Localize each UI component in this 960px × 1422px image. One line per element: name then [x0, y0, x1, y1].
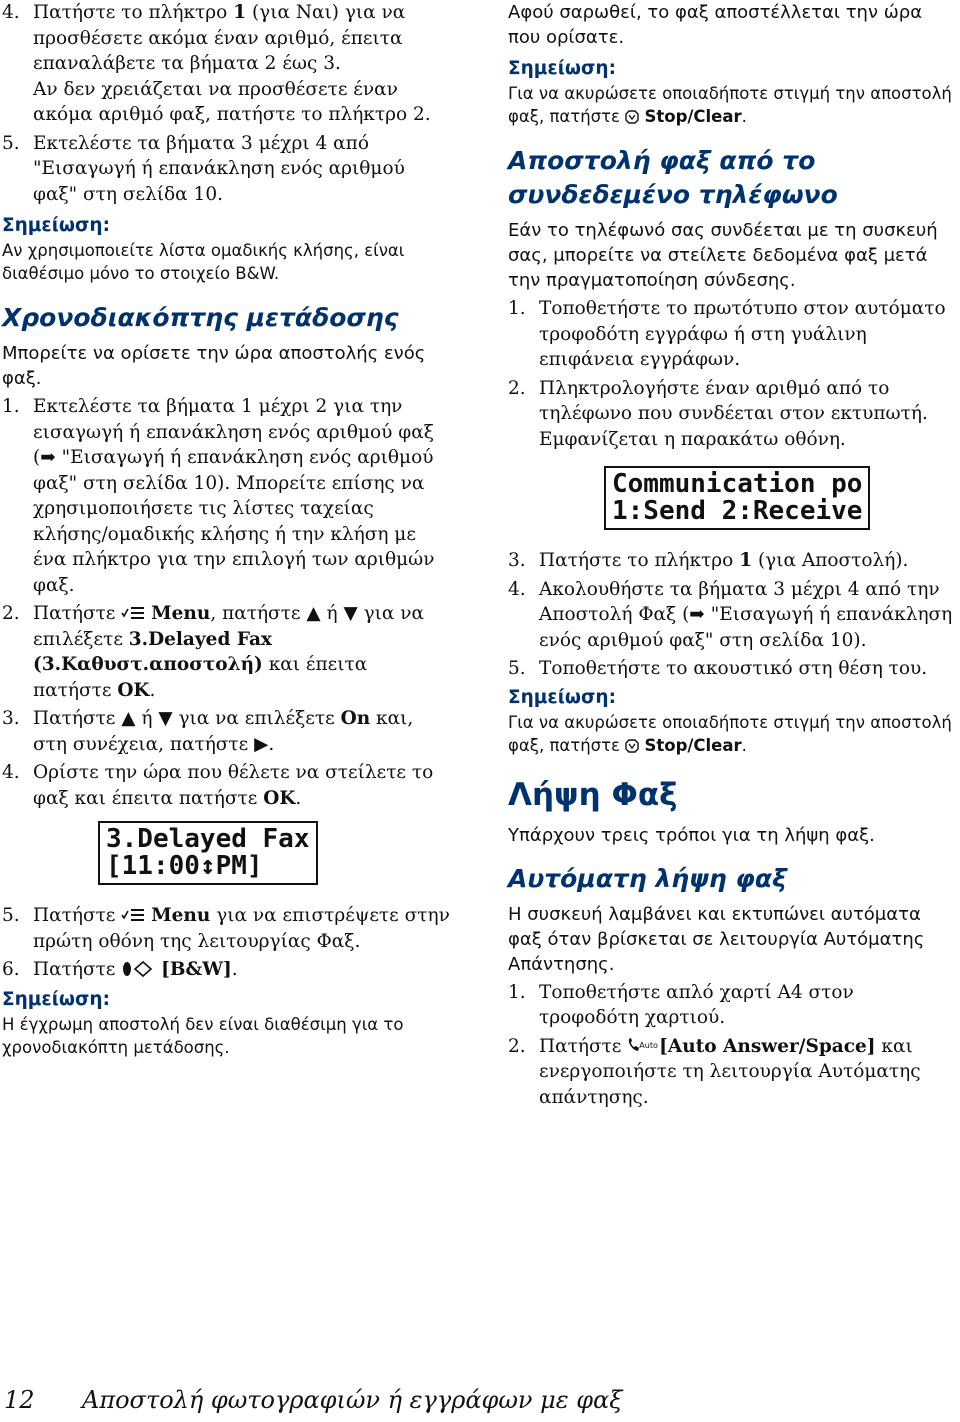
section-heading-transmission-timer: Χρονοδιακόπτης μετάδοσης	[2, 303, 399, 332]
timer-step-6: 6. Πατήστε [B&W].	[2, 959, 238, 980]
stop-icon	[625, 110, 639, 124]
left-column	[2, 0, 450, 1059]
section-intro: Η συσκευή λαμβάνει και εκτυπώνει αυτόματα φαξ όταν βρίσκεται σε λειτουργία Αυτόματης Απάντησης.	[508, 903, 925, 975]
down-arrow-icon: ▼	[158, 708, 173, 729]
auto-answer-icon: Auto	[627, 1036, 653, 1054]
note-heading: Σημείωση:	[508, 686, 616, 708]
lcd-delayed-fax	[98, 821, 450, 885]
receive-step-1: 1. Τοποθετήστε απλό χαρτί A4 στον τροφοδότη χαρτιού.	[508, 981, 854, 1028]
note-text: Για να ακυρώσετε οποιαδήποτε στιγμή την αποστολή φαξ, πατήστε Stop/Clear.	[508, 712, 952, 755]
note-text: Η έγχρωμη αποστολή δεν είναι διαθέσιμη για το χρονοδιακόπτη μετάδοσης.	[2, 1014, 404, 1057]
step-4: 4. Πατήστε το πλήκτρο 1 (για Ναι) για να προσθέσετε ακόμα έναν αριθμό, έπειτα επαναλάβετε τα βήματα 2 έως 3. Αν δεν χρειάζεται να προσθέσετε έναν ακόμα αριθμό φαξ, πατήστε το πλήκτρο 2.	[2, 2, 431, 125]
page-number: 12	[4, 1386, 35, 1414]
note-text: Για να ακυρώσετε οποιαδήποτε στιγμή την αποστολή φαξ, πατήστε Stop/Clear.	[508, 84, 952, 126]
right-column	[508, 0, 954, 1110]
section-intro: Εάν το τηλέφωνό σας συνδέεται με τη συσκευή σας, μπορείτε να στείλετε δεδομένα φαξ μετά την πραγματοποίηση σύνδεσης.	[508, 220, 938, 291]
note-heading: Σημείωση:	[2, 988, 110, 1010]
step-5: 5. Εκτελέστε τα βήματα 3 μέχρι 4 από "Εισαγωγή ή επανάκληση ενός αριθμού φαξ" στη σελίδα 10.	[2, 132, 405, 205]
section-heading-send-from-phone: Αποστολή φαξ από το συνδεδεμένο τηλέφωνο	[508, 146, 838, 209]
note-cancel-1	[508, 56, 954, 128]
lcd-communication	[604, 466, 954, 530]
up-arrow-icon: ▲	[121, 708, 136, 729]
phone-step-3: 3. Πατήστε το πλήκτρο 1 (για Αποστολή).	[508, 550, 909, 571]
phone-step-5: 5. Τοποθετήστε το ακουστικό στη θέση του.	[508, 658, 928, 679]
receive-step-2: 2. Πατήστε Auto [Auto Answer/Space] και ενεργοποιήστε τη λειτουργία Αυτόματης απάντησης.	[508, 1035, 921, 1108]
chapter-intro: Υπάρχουν τρεις τρόποι για τη λήψη φαξ.	[508, 824, 875, 846]
phone-step-1: 1. Τοποθετήστε το πρωτότυπο στον αυτόματο τροφοδότη εγγράφω ή στη γυάλινη επιφάνεια εγγράφων.	[508, 298, 946, 370]
menu-icon	[121, 605, 145, 621]
section-intro: Μπορείτε να ορίσετε την ώρα αποστολής ενός φαξ.	[2, 343, 426, 389]
footer-title: Αποστολή φωτογραφιών ή εγγράφων με φαξ	[82, 1386, 623, 1414]
arrow-right-icon: ➡	[689, 604, 705, 625]
note-cancel-2	[508, 685, 954, 757]
lcd-screen: Communication po 1:Send 2:Receive	[604, 466, 870, 530]
note-color-unavailable	[2, 987, 450, 1059]
phone-step-4: 4. Ακολουθήστε τα βήματα 3 μέχρι 4 από την Αποστολή Φαξ (➡ "Εισαγωγή ή επανάκληση ενός αριθμού φαξ" στη σελίδα 10).	[508, 578, 953, 651]
note-heading: Σημείωση:	[508, 58, 616, 79]
stop-icon	[625, 739, 639, 753]
section-heading-auto-receive: Αυτόματη λήψη φαξ	[508, 863, 787, 893]
right-arrow-icon: ▶	[254, 733, 269, 755]
note-text: Αν χρησιμοποιείτε λίστα ομαδικής κλήσης, είναι διαθέσιμο μόνο το στοιχείο B&W.	[2, 241, 405, 283]
scan-intro: Αφού σαρωθεί, το φαξ αποστέλλεται την ώρα που ορίσατε.	[508, 2, 923, 48]
lcd-screen: 3.Delayed Fax [11:00↕PM]	[98, 821, 318, 885]
up-arrow-icon: ▲	[306, 603, 321, 624]
phone-step-2: 2. Πληκτρολογήστε έναν αριθμό από το τηλέφωνο που συνδέεται στον εκτυπωτή. Εμφανίζεται η παρακάτω οθόνη.	[508, 377, 928, 450]
down-arrow-icon: ▼	[343, 603, 358, 624]
timer-step-5: 5. Πατήστε Menu για να επιστρέψετε στην πρώτη οθόνη της λειτουργίας Φαξ.	[2, 905, 450, 952]
bw-start-icon	[121, 960, 155, 978]
timer-step-1: 1. Εκτελέστε τα βήματα 1 μέχρι 2 για την εισαγωγή ή επανάκληση ενός αριθμού φαξ (➡ "Εισαγωγή ή επανάκληση ενός αριθμού φαξ" στη σελίδα 10). Μπορείτε επίσης να χρησιμοποιήσετε τις λίστες ταχείας κλήσης/ομαδικής κλήσης ή την κλήση με ένα πλήκτρο για την επιλογή των αριθμών φαξ.	[2, 396, 435, 596]
note-group-list	[2, 213, 450, 285]
chapter-heading-receive-fax: Λήψη Φαξ	[508, 776, 678, 813]
timer-step-3: 3. Πατήστε ▲ ή ▼ για να επιλέξετε On και, στη συνέχεια, πατήστε ▶.	[2, 708, 414, 755]
arrow-right-icon: ➡	[40, 447, 56, 468]
timer-step-2: 2. Πατήστε Menu, πατήστε ▲ ή ▼ για να επιλέξετε 3.Delayed Fax (3.Καθυστ.αποστολή) και έπειτα πατήστε OK.	[2, 603, 425, 701]
timer-step-4: 4. Ορίστε την ώρα που θέλετε να στείλετε το φαξ και έπειτα πατήστε OK.	[2, 762, 434, 809]
note-heading: Σημείωση:	[2, 215, 110, 236]
menu-icon	[121, 907, 145, 923]
